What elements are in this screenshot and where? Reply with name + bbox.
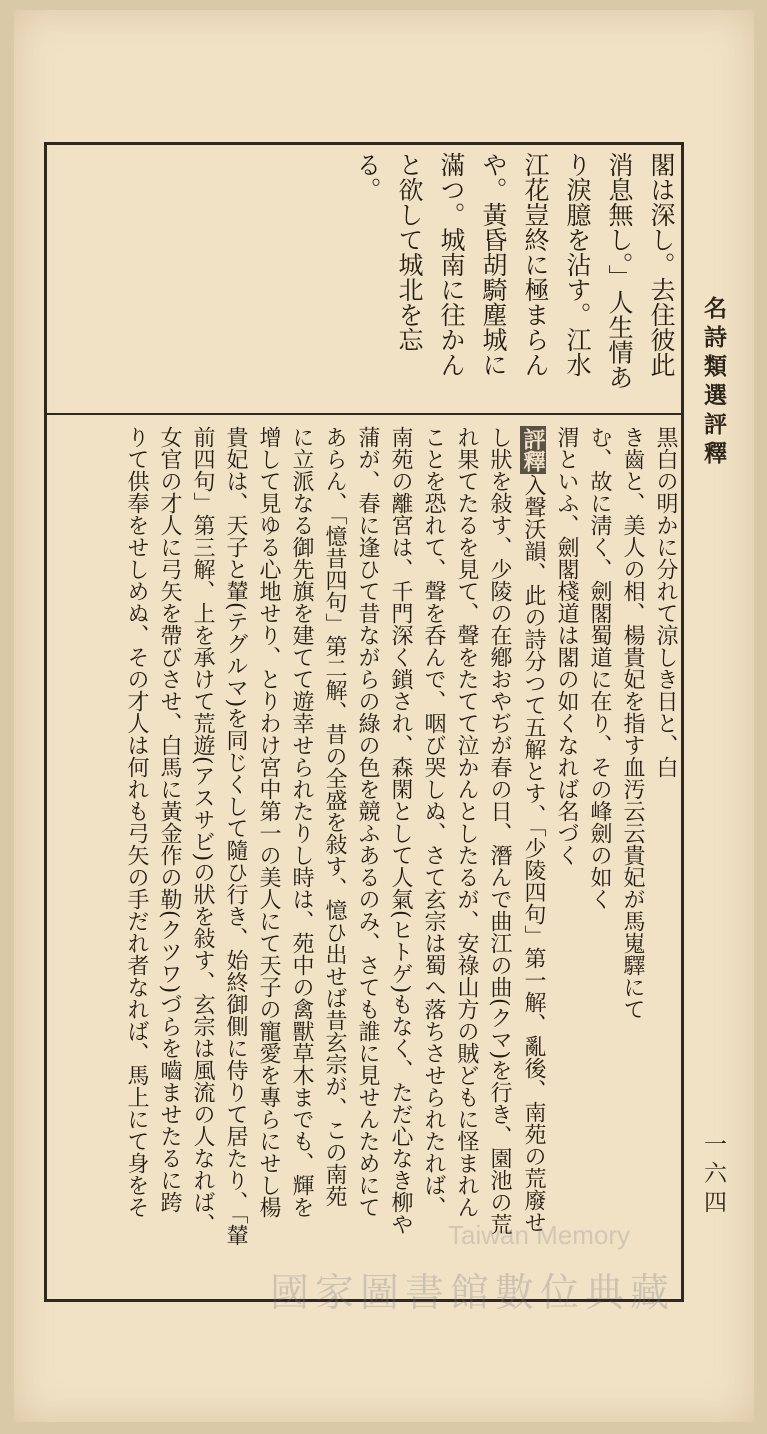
commentary-line: れ果てたるを見て、聲をたてて泣かんとしたるが、安祿山方の賊どもに怪まれん bbox=[454, 426, 479, 1218]
note-line: 黒白の明かに分れて涼しき日と、白 bbox=[653, 426, 678, 778]
commentary-line: 南苑の離宮は、千門深く鎖され、森閑として人氣(ヒトゲ)もなく、ただ心なき柳や bbox=[388, 426, 413, 1236]
commentary-line: ことを恐れて、聲を呑んで、咽び哭しぬ、さて玄宗は蜀へ落ちさせられたれば、 bbox=[421, 426, 446, 1218]
commentary-line: 貴妃は、天子と輦(テグルマ)を同じくして隨ひ行き、始終御側に侍りて居たり、「輦 bbox=[223, 426, 248, 1247]
library-watermark: 國家圖書館數位典藏 bbox=[270, 1271, 676, 1316]
poem-line: る。 bbox=[353, 152, 382, 202]
note-line: む、故に淸く、劍閣蜀道に在り、その峰劍の如く bbox=[587, 426, 612, 910]
commentary-line-first bbox=[516, 426, 550, 1294]
poem-line: や。黃昏胡騎塵城に bbox=[479, 152, 508, 377]
commentary-label: 評釋 bbox=[520, 428, 546, 472]
poem-line: り淚臆を沾す。江水 bbox=[563, 152, 592, 377]
running-head: 名詩類選評釋 bbox=[700, 296, 727, 470]
poem-text bbox=[320, 152, 682, 408]
frame-divider bbox=[47, 413, 681, 415]
poem-line: 消息無し。」人生情あ bbox=[605, 152, 634, 390]
note-line: き齒と、美人の相、楊貴妃を指す血汚云云貴妃が馬嵬驛にて bbox=[620, 426, 645, 1020]
commentary-line: りて供奉をせしめぬ、その才人は何れも弓矢の手だれ者なれば、馬上にて身をそ bbox=[124, 426, 149, 1218]
commentary-line: あらん、「憶昔四句」第二解、昔の全盛を敍す、憶ひ出せば昔玄宗が、この南苑 bbox=[322, 426, 347, 1207]
commentary-line: に立派なる御先旗を建てて遊幸せられたりし時は、苑中の禽獸草木までも、輝を bbox=[289, 426, 314, 1218]
commentary-line: し狀を敍す、少陵の在鄕おやぢが春の日、潛んで曲江の曲(クマ)を行き、園池の荒 bbox=[487, 426, 512, 1236]
poem-line: と欲して城北を忘 bbox=[395, 152, 424, 352]
watermark-latin: Taiwan Memory bbox=[448, 1220, 631, 1250]
page-number: 一六四 bbox=[700, 1132, 726, 1219]
commentary-line: 女官の才人に弓矢を帶びさせ、白馬に黃金作の勒(クツワ)づらを嚙ませたるに跨 bbox=[157, 426, 182, 1214]
note-line: 渭といふ、劍閣棧道は閣の如くなれば名づく bbox=[554, 426, 579, 866]
notes-and-commentary bbox=[58, 426, 682, 1294]
commentary-line: 前四句」第三解、上を承けて荒遊(アスサビ)の狀を敍す、玄宗は風流の人なれば、 bbox=[190, 426, 215, 1236]
commentary-line: 蒲が、春に逢ひて昔ながらの綠の色を競ふあるのみ、さても誰に見せんためにて bbox=[355, 426, 380, 1218]
commentary-line: 入聲沃韻、此の詩分つて五解とす、「少陵四句」第一解、亂後、南苑の荒廢せ bbox=[521, 474, 546, 1233]
poem-line: 滿つ。城南に往かん bbox=[437, 152, 466, 377]
poem-line: 閣は深し。去住彼此 bbox=[647, 152, 676, 377]
poem-line: 江花豈終に極まらん bbox=[521, 152, 550, 377]
commentary-line: 增して見ゆる心地せり、とりわけ宮中第一の美人にて天子の寵愛を專らにせし楊 bbox=[256, 426, 281, 1218]
